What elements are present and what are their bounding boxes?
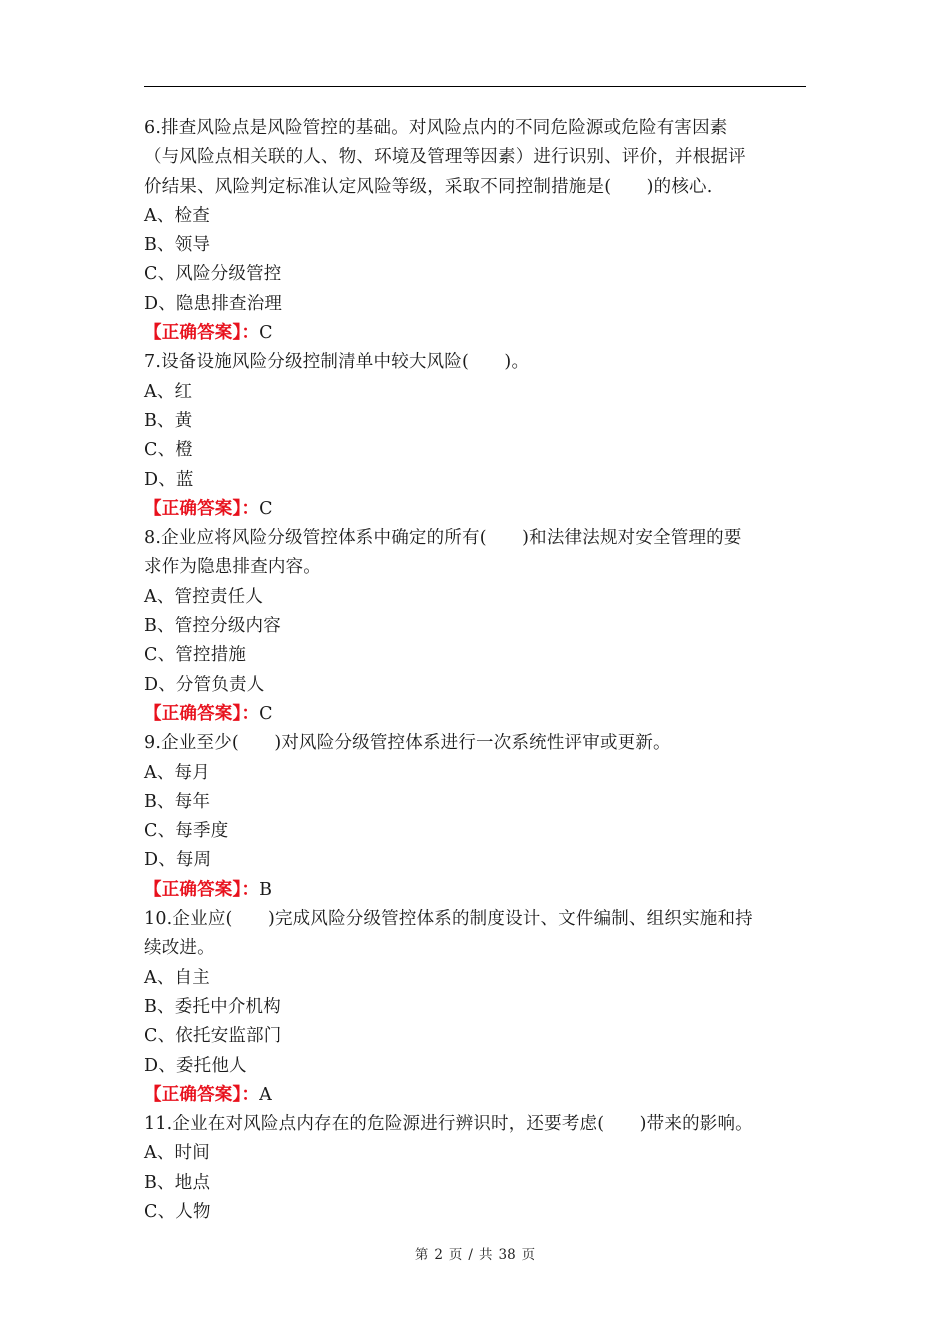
option-a: A、自主 <box>144 967 210 988</box>
answer-value: B <box>259 879 273 900</box>
footer-total-prefix: 共 <box>478 1247 493 1263</box>
option-a: A、管控责任人 <box>144 586 264 607</box>
page-footer <box>0 1246 950 1264</box>
option-b: B、地点 <box>144 1172 211 1193</box>
answer-value: C <box>259 703 273 724</box>
question-stem-line: （与风险点相关联的人、物、环境及管理等因素）进行识别、评价，并根据评 <box>144 147 746 168</box>
question-stem-line: 9.企业至少( )对风险分级管控体系进行一次系统性评审或更新。 <box>144 733 671 754</box>
answer-line <box>144 700 808 729</box>
option-a: A、时间 <box>144 1143 210 1164</box>
answer-label: 【正确答案】： <box>144 1084 260 1105</box>
question-stem-line: 10.企业应( )完成风险分级管控体系的制度设计、文件编制、组织实施和持 <box>144 909 753 930</box>
page-number: 2 <box>434 1247 443 1263</box>
footer-page-unit: 页 <box>448 1247 463 1263</box>
question-block <box>144 524 808 729</box>
question-stem-line: 8.企业应将风险分级管控体系中确定的所有( )和法律法规对安全管理的要 <box>144 528 742 549</box>
option-a: A、检查 <box>144 205 210 226</box>
question-list <box>144 114 808 1227</box>
answer-value: C <box>259 323 273 344</box>
answer-label: 【正确答案】： <box>144 703 260 724</box>
question-block <box>144 729 808 905</box>
question-stem-line: 求作为隐患排查内容。 <box>144 557 321 578</box>
question-stem-line: 7.设备设施风险分级控制清单中较大风险( )。 <box>144 352 530 373</box>
total-pages: 38 <box>498 1247 516 1263</box>
answer-value: C <box>259 498 273 519</box>
question-block <box>144 348 808 524</box>
answer-line <box>144 319 808 348</box>
option-b: B、管控分级内容 <box>144 616 281 637</box>
footer-separator: / <box>468 1247 473 1263</box>
option-d: D、每周 <box>144 850 212 871</box>
footer-prefix: 第 <box>414 1247 429 1263</box>
answer-line <box>144 1081 808 1110</box>
option-a: A、红 <box>144 381 193 402</box>
option-d: D、蓝 <box>144 469 194 490</box>
answer-line <box>144 495 808 524</box>
question-stem-line: 续改进。 <box>144 938 215 959</box>
option-b: B、领导 <box>144 235 211 256</box>
question-block <box>144 905 808 1110</box>
option-d: D、隐患排查治理 <box>144 293 283 314</box>
footer-total-unit: 页 <box>521 1247 536 1263</box>
option-c: C、人物 <box>144 1201 211 1222</box>
header-rule <box>144 86 806 87</box>
option-c: C、橙 <box>144 440 193 461</box>
answer-value: A <box>259 1084 272 1105</box>
question-stem-line: 价结果、风险判定标准认定风险等级，采取不同控制措施是( )的核心. <box>144 176 713 197</box>
answer-label: 【正确答案】： <box>144 323 260 344</box>
question-block <box>144 1110 808 1227</box>
option-c: C、风险分级管控 <box>144 264 282 285</box>
option-d: D、分管负责人 <box>144 674 265 695</box>
question-stem-line: 11.企业在对风险点内存在的危险源进行辨识时，还要考虑( )带来的影响。 <box>144 1114 753 1135</box>
answer-label: 【正确答案】： <box>144 879 260 900</box>
option-c: C、每季度 <box>144 821 229 842</box>
option-a: A、每月 <box>144 762 210 783</box>
answer-label: 【正确答案】： <box>144 498 260 519</box>
option-b: B、委托中介机构 <box>144 996 281 1017</box>
option-b: B、黄 <box>144 410 193 431</box>
option-b: B、每年 <box>144 791 211 812</box>
option-d: D、委托他人 <box>144 1055 247 1076</box>
question-block <box>144 114 808 348</box>
option-c: C、管控措施 <box>144 645 247 666</box>
answer-line <box>144 876 808 905</box>
question-stem-line: 6.排查风险点是风险管控的基础。对风险点内的不同危险源或危险有害因素 <box>144 118 728 138</box>
option-c: C、依托安监部门 <box>144 1026 282 1047</box>
